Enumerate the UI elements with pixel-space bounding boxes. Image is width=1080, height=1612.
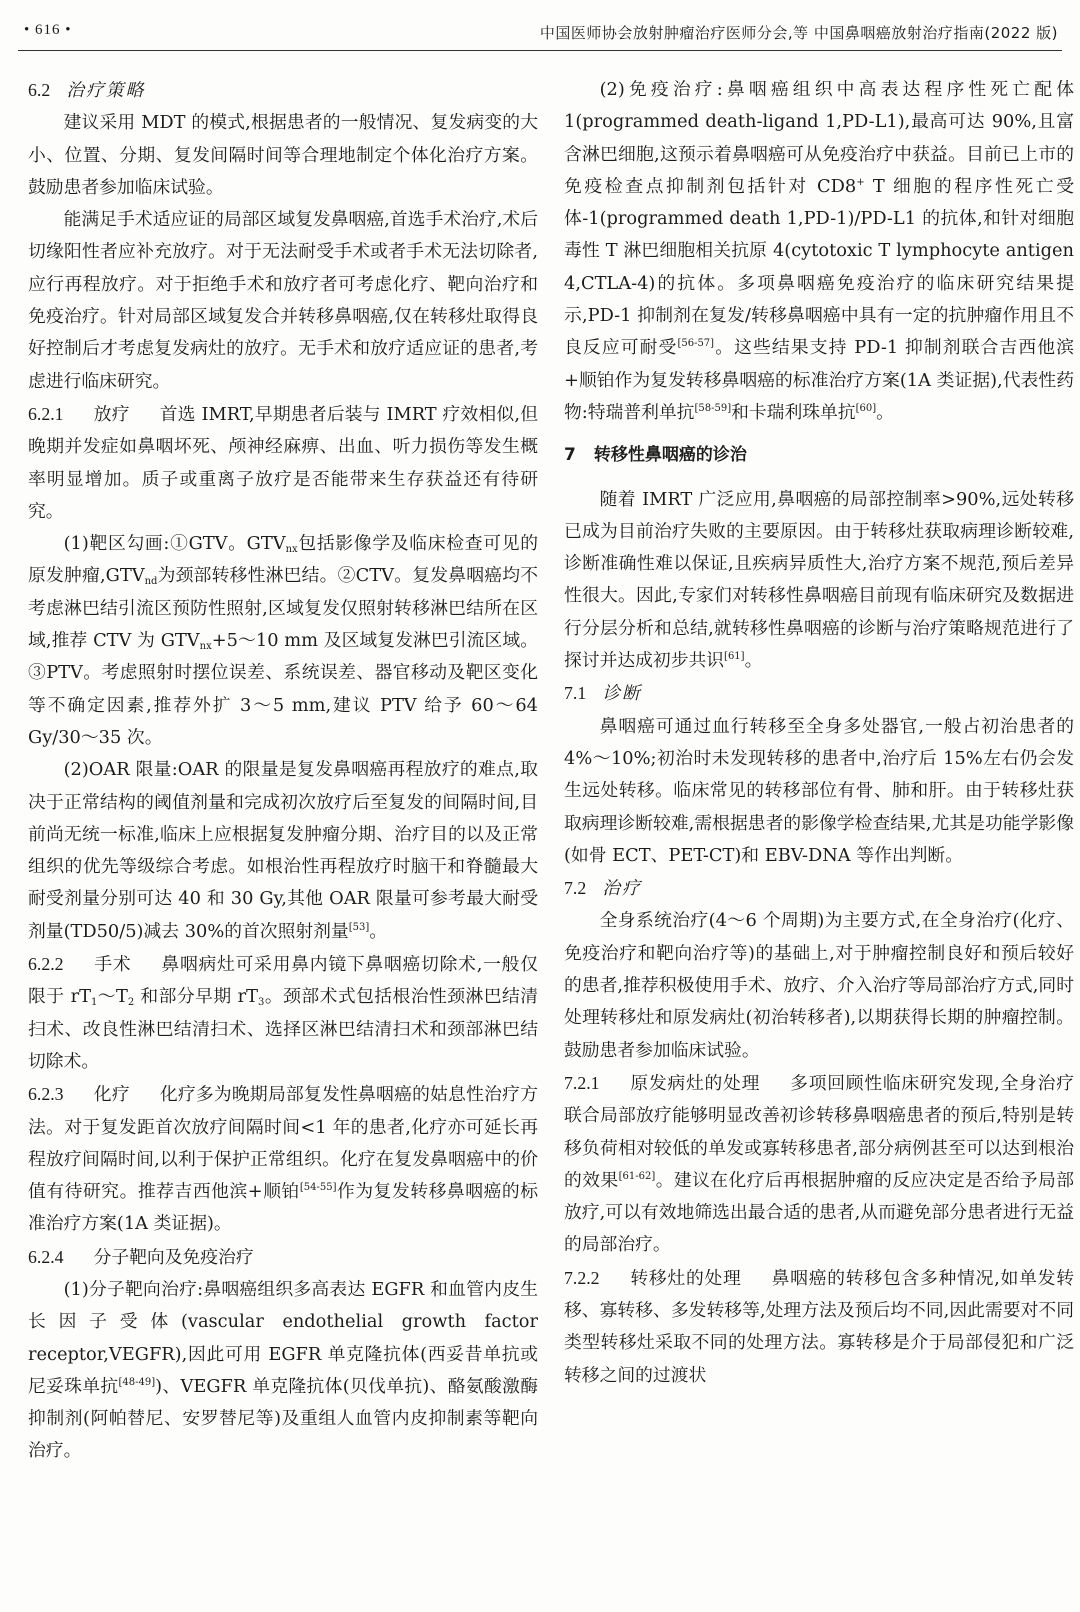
paragraph-target-delineation bbox=[28, 528, 538, 754]
text-run: 。 bbox=[876, 401, 894, 423]
section-6-2-3 bbox=[28, 1078, 538, 1240]
subscript: nx bbox=[199, 641, 212, 653]
citation: [58-59] bbox=[694, 402, 732, 414]
text-run: 为颈部转移性淋巴结。②CTV。复发鼻咽癌均不考虑淋巴结引流区预防性照射,区域复发仅照射转移淋巴结所在区域,推荐 CTV 为 GTV bbox=[28, 565, 538, 652]
paragraph: 能满足手术适应证的局部区域复发鼻咽癌,首选手术治疗,术后切缘阳性者应补充放疗。对于无法耐受手术或者手术无法切除者,应行再程放疗。对于拒绝手术和放疗者可考虑化疗、靶向治疗和免疫治疗。针对局部区域复发合并转移鼻咽癌,仅在转移灶取得良好控制后才考虑复发病灶的放疗。无手术和放疗适应证的患者,考虑进行临床研究。 bbox=[28, 209, 538, 392]
left-column bbox=[28, 74, 538, 1604]
text-run: 和卡瑞利珠单抗 bbox=[731, 401, 856, 423]
subscript: 3 bbox=[258, 997, 265, 1009]
paragraph-targeted-therapy bbox=[28, 1274, 538, 1468]
text-run: 。 bbox=[369, 920, 388, 942]
citation: [56-57] bbox=[677, 338, 715, 350]
text-run: (2)OAR 限量:OAR 的限量是复发鼻咽癌再程放疗的难点,取决于正常结构的阈值剂量和完成初次放疗后至复发的间隔时间,目前尚无统一标准,临床上应根据复发肿瘤分期、治疗目的以及正常组织的优先等级综合考虑。如根治性再程放疗时脑干和脊髓最大耐受剂量分别可达 40 和 30 Gy,其他 OAR 限量可参考最大耐受剂量(TD50/5)减去 30%的首次照射剂量 bbox=[28, 759, 538, 942]
paragraph: 鼻咽癌可通过血行转移至全身多处器官,一般占初治患者的 4%～10%;初治时未发现转移的患者中,治疗后 15%左右仍会发生远处转移。临床常见的转移部位有骨、肺和肝。由于转移灶获取病理诊断较难,需根据患者的影像学检查结果,尤其是功能学影像(如骨 ECT、PET-CT)和 EBV-DNA 等作出判断。 bbox=[564, 715, 1074, 866]
text-run: 包括影像学及临床检查可见的原发肿瘤,GTV bbox=[28, 533, 538, 587]
section-title: 手术 bbox=[93, 954, 132, 976]
citation: [53] bbox=[348, 921, 370, 933]
subscript: nd bbox=[144, 576, 158, 588]
text-run: 和部分早期 rT bbox=[134, 986, 259, 1008]
section-title: 治疗策略 bbox=[66, 80, 146, 101]
text-run: (2)免疫治疗:鼻咽癌组织中高表达程序性死亡配体 1(programmed death-ligand 1,PD-L1),最高可达 90%,且富含淋巴细胞,这预示着鼻咽癌可从免疫治疗中获益。目前已上市的免疫检查点抑制剂包括针对 CD8 bbox=[564, 79, 1074, 197]
text-run: 。 bbox=[744, 650, 763, 672]
right-column bbox=[564, 74, 1074, 1604]
section-title: 转移性鼻咽癌的诊治 bbox=[593, 445, 747, 466]
section-number: 7.2.1 bbox=[564, 1072, 600, 1093]
section-number: 6.2.4 bbox=[28, 1246, 64, 1267]
section-title: 分子靶向及免疫治疗 bbox=[93, 1246, 254, 1268]
section-7-2-2 bbox=[564, 1262, 1074, 1392]
citation: [48-49] bbox=[118, 1376, 156, 1388]
page-header bbox=[0, 0, 1080, 66]
section-7-heading bbox=[564, 439, 1074, 471]
text-run: (1)分子靶向治疗:鼻咽癌组织多高表达 EGFR 和血管内皮生长因子受体(vascular endothelial growth factor receptor,VEGFR),因此可用 EGFR 单克隆抗体(西妥昔单抗或尼妥珠单抗 bbox=[28, 1278, 538, 1397]
text-run: )、VEGFR 单克隆抗体(贝伐单抗)、酪氨酸激酶抑制剂(阿帕替尼、安罗替尼等)及重组人血管内皮抑制素等靶向治疗。 bbox=[28, 1375, 538, 1462]
section-number: 7.2 bbox=[564, 878, 587, 899]
section-6-2-heading bbox=[28, 74, 538, 107]
text-run: (1)靶区勾画:①GTV。GTV bbox=[63, 533, 286, 555]
text-run: 化疗多为晚期局部复发性鼻咽癌的姑息性治疗方法。对于复发距首次放疗间隔时间<1 年的患者,化疗亦可延长再程放疗间隔时间,以利于保护正常组织。化疗在复发鼻咽癌中的价值有待研究。推荐吉西他滨+顺铂 bbox=[28, 1084, 538, 1203]
text-run: 作为复发转移鼻咽癌的标准治疗方案(1A 类证据)。 bbox=[28, 1181, 538, 1235]
text-run: 随着 IMRT 广泛应用,鼻咽癌的局部控制率>90%,远处转移已成为目前治疗失败的主要原因。由于转移灶获取病理诊断较难,诊断准确性难以保证,且疾病异质性大,治疗方案不规范,预后差异性很大。因此,专家们对转移性鼻咽癌目前现有临床研究及数据进行分层分析和总结,就转移性鼻咽癌的诊断与治疗策略规范进行了探讨并达成初步共识 bbox=[564, 488, 1074, 672]
subscript: 1 bbox=[90, 997, 98, 1009]
section-title: 原发病灶的处理 bbox=[629, 1072, 761, 1094]
section-number: 6.2.1 bbox=[28, 403, 64, 424]
subscript: nx bbox=[285, 544, 298, 556]
section-title: 转移灶的处理 bbox=[629, 1267, 742, 1289]
section-6-2-2 bbox=[28, 948, 538, 1078]
citation: [54-55] bbox=[299, 1182, 337, 1194]
citation: [60] bbox=[855, 402, 877, 414]
running-title: 中国医师协会放射肿瘤治疗医师分会,等 中国鼻咽癌放射治疗指南(2022 版) bbox=[539, 24, 1058, 42]
section-number: 6.2.3 bbox=[28, 1084, 64, 1105]
paragraph-oar-limits bbox=[28, 754, 538, 948]
section-title: 治疗 bbox=[602, 878, 642, 900]
paragraph-immunotherapy bbox=[564, 74, 1074, 429]
text-run: T 细胞的程序性死亡受体-1(programmed death 1,PD-1)/PD-L1 的抗体,和针对细胞毒性 T 淋巴细胞相关抗原 4(cytotoxic T lymphocyte antigen 4,CTLA-4)的抗体。多项鼻咽癌免疫治疗的临床研究结果提示,PD-1 抑制剂在复发/转移鼻咽癌中具有一定的抗肿瘤作用且不良反应可耐受 bbox=[564, 175, 1074, 359]
text-run: 鼻咽癌的转移包含多种情况,如单发转移、寡转移、多发转移等,处理方法及预后均不同,因此需要对不同类型转移灶采取不同的处理方法。寡转移是介于局部侵犯和广泛转移之间的过渡状 bbox=[564, 1267, 1074, 1386]
section-text: 首选 IMRT,早期患者后装与 IMRT 疗效相似,但晚期并发症如鼻咽坏死、颅神经麻痹、出血、听力损伤等发生概率明显增加。质子或重离子放疗是否能带来生存获益还有待研究。 bbox=[28, 403, 538, 522]
section-number: 6.2 bbox=[28, 80, 51, 100]
section-number: 7.2.2 bbox=[564, 1267, 600, 1288]
text-run: 。建议在化疗后再根据肿瘤的反应决定是否给予局部放疗,可以有效地筛选出最合适的患者,从而避免部分患者进行无益的局部治疗。 bbox=[564, 1169, 1074, 1256]
citation: [61] bbox=[724, 651, 745, 663]
section-6-2-1 bbox=[28, 398, 538, 528]
section-6-2-4-heading bbox=[28, 1241, 538, 1274]
section-number: 6.2.2 bbox=[28, 954, 64, 975]
section-number: 7.1 bbox=[564, 683, 587, 704]
text-run: 。这些结果支持 PD-1 抑制剂联合吉西他滨+顺铂作为复发转移鼻咽癌的标准治疗方案(1A 类证据),代表性药物:特瑞普利单抗 bbox=[564, 337, 1074, 423]
paragraph bbox=[564, 484, 1074, 678]
citation: [61-62] bbox=[618, 1170, 656, 1182]
page-number: • 616 • bbox=[24, 22, 72, 38]
section-title: 放疗 bbox=[93, 403, 130, 425]
section-7-1-heading bbox=[564, 677, 1074, 710]
text-run: +5～10 mm 及区域复发淋巴引流区域。③PTV。考虑照射时摆位误差、系统误差、器官移动及靶区变化等不确定因素,推荐外扩 3～5 mm,建议 PTV 给予 60～64 Gy/30～35 次。 bbox=[28, 630, 538, 748]
section-7-2-1 bbox=[564, 1067, 1074, 1262]
section-number: 7 bbox=[564, 445, 576, 466]
text-run: 鼻咽病灶可采用鼻内镜下鼻咽癌切除术,一般仅限于 rT bbox=[28, 954, 538, 1008]
paragraph: 建议采用 MDT 的模式,根据患者的一般情况、复发病变的大小、位置、分期、复发间隔时间等合理地制定个体化治疗方案。鼓励患者参加临床试验。 bbox=[28, 112, 538, 198]
section-title: 化疗 bbox=[93, 1084, 130, 1106]
superscript: + bbox=[856, 176, 865, 188]
paragraph: 全身系统治疗(4～6 个周期)为主要方式,在全身治疗(化疗、免疫治疗和靶向治疗等)的基础上,对于肿瘤控制良好和预后较好的患者,推荐积极使用手术、放疗、介入治疗等局部治疗方式,同时处理转移灶和原发病灶(初治转移者),以期获得长期的肿瘤控制。鼓励患者参加临床试验。 bbox=[564, 910, 1074, 1061]
subscript: 2 bbox=[127, 997, 135, 1009]
header-rule bbox=[18, 50, 1062, 51]
text-run: 多项回顾性临床研究发现,全身治疗联合局部放疗能够明显改善初诊转移鼻咽癌患者的预后,特别是转移负荷相对较低的单发或寡转移患者,部分病例甚至可以达到根治的效果 bbox=[564, 1072, 1074, 1191]
text-run: ～T bbox=[97, 986, 128, 1008]
text-run: 。颈部术式包括根治性颈淋巴结清扫术、改良性淋巴结清扫术、选择区淋巴结清扫术和颈部淋巴结切除术。 bbox=[28, 986, 538, 1072]
section-title: 诊断 bbox=[602, 683, 642, 705]
section-7-2-heading bbox=[564, 872, 1074, 905]
